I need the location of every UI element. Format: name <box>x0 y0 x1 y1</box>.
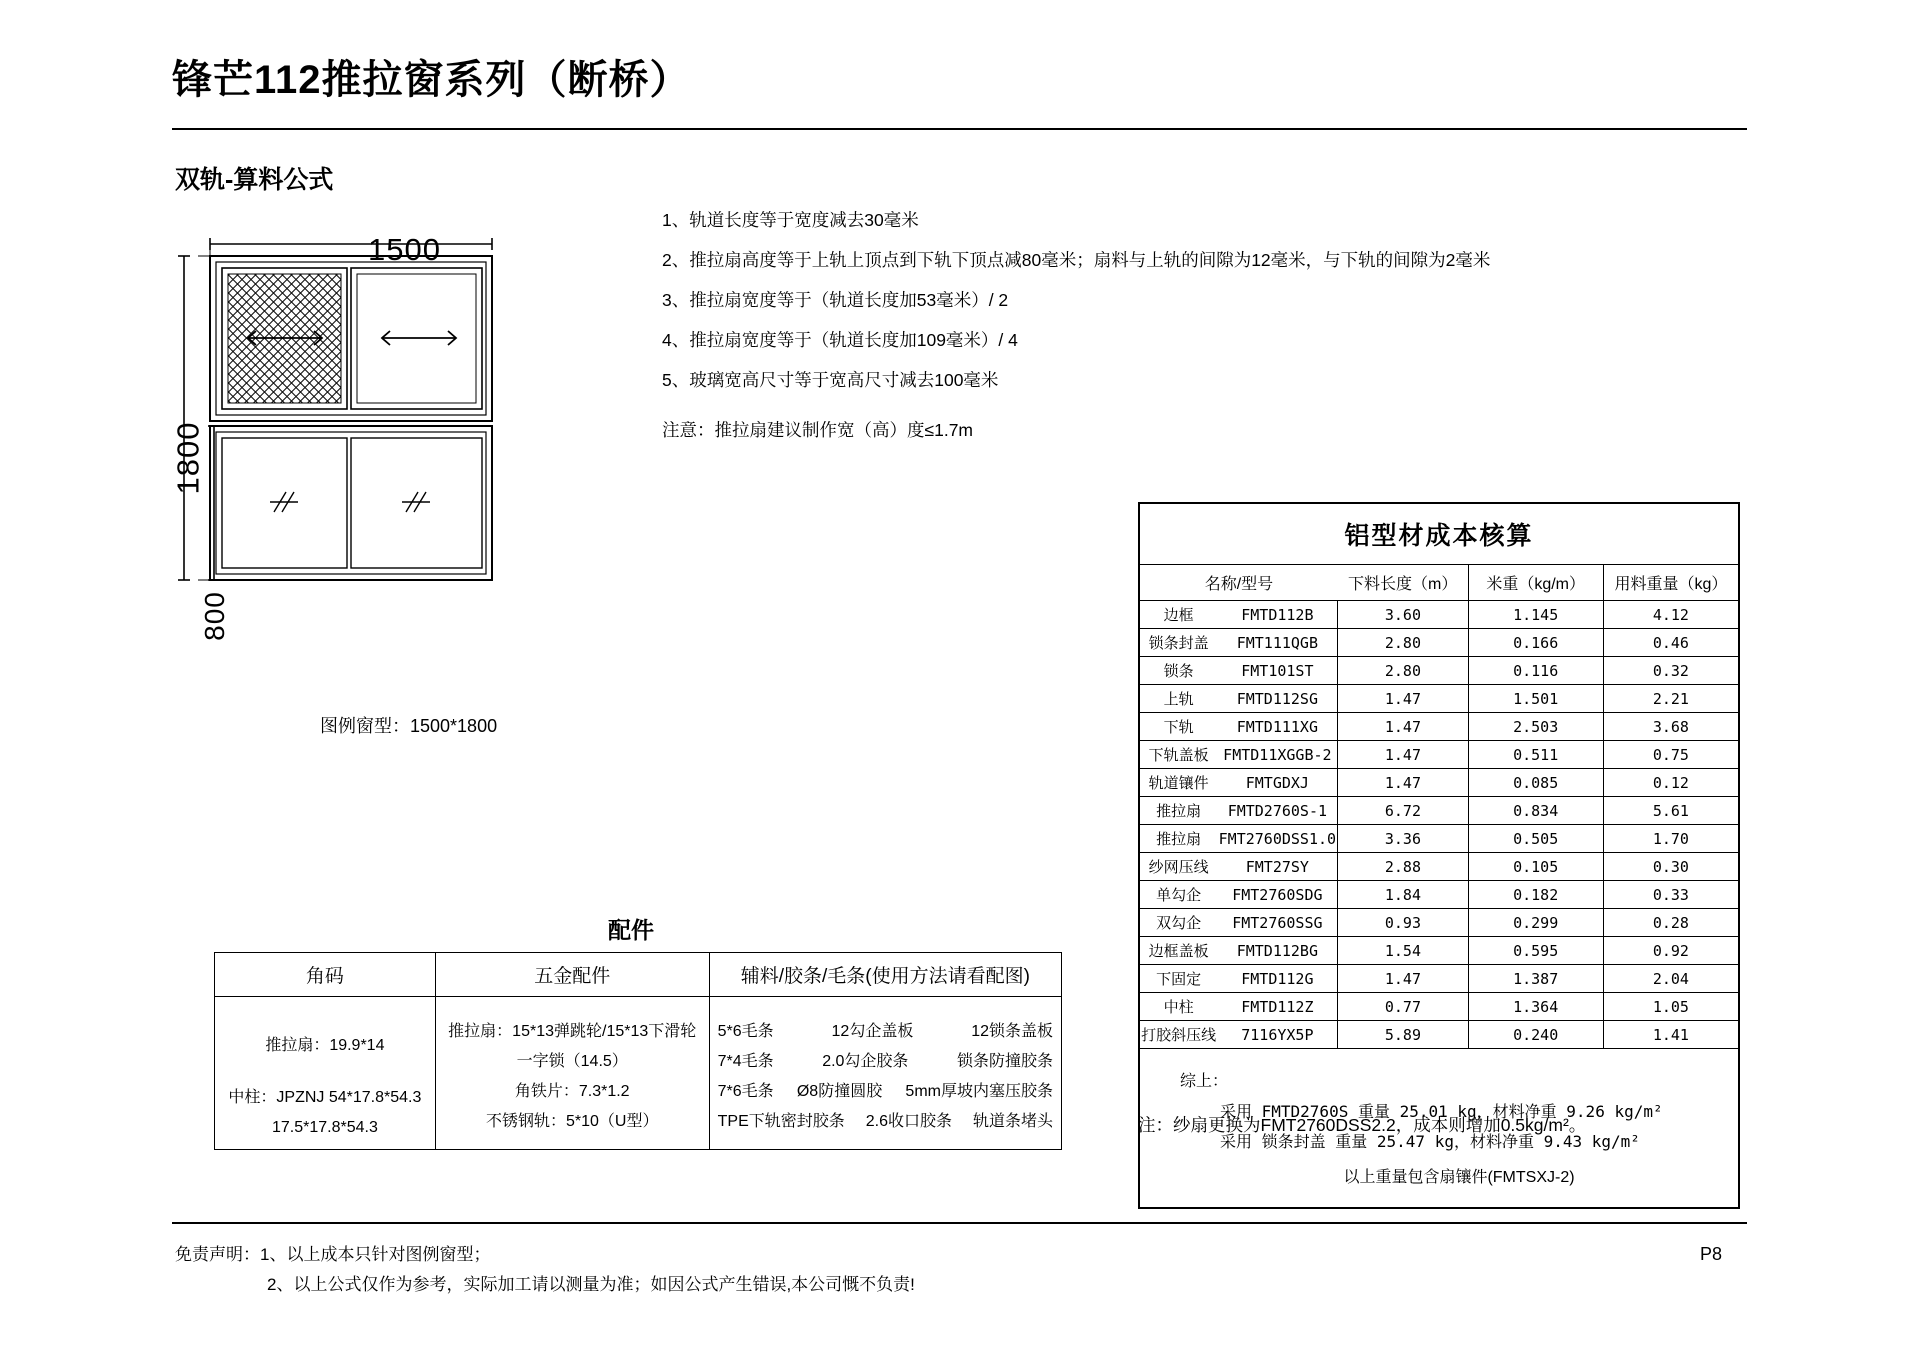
cost-cell-permeter: 1.387 <box>1468 965 1603 993</box>
disclaimer-line: 免责声明：1、以上成本只针对图例窗型； <box>175 1245 491 1264</box>
cost-cell-total: 5.61 <box>1603 797 1738 825</box>
materials-item: 5mm厚坡内塞压胶条 <box>905 1083 1053 1100</box>
cost-cell-total: 2.04 <box>1603 965 1738 993</box>
cost-cell-name: 纱网压线 <box>1140 853 1217 881</box>
cost-cell-permeter: 0.182 <box>1468 881 1603 909</box>
table-row <box>1140 1021 1738 1049</box>
cost-cell-length: 3.36 <box>1338 825 1468 853</box>
hardware-item: 角铁片：7.3*1.2 <box>514 1083 630 1100</box>
cost-table-panel <box>1138 502 1740 1209</box>
materials-item: Ø8防撞圆胶 <box>796 1083 883 1100</box>
corner-code-cell <box>215 997 436 1150</box>
cost-cell-length: 2.80 <box>1338 629 1468 657</box>
cost-cell-length: 0.77 <box>1338 993 1468 1021</box>
cost-cell-permeter: 0.240 <box>1468 1021 1603 1049</box>
hardware-item: 推拉扇：15*13弹跳轮/15*13下滑轮 <box>448 1023 697 1040</box>
cost-cell-model: FMT27SY <box>1217 853 1337 881</box>
cost-cell-permeter: 0.595 <box>1468 937 1603 965</box>
cost-cell-name: 边框 <box>1140 601 1217 629</box>
cost-cell-length: 3.60 <box>1338 601 1468 629</box>
cost-cell-total: 1.70 <box>1603 825 1738 853</box>
cost-table <box>1140 564 1738 1049</box>
formula-item: 1、轨道长度等于宽度减去30毫米 <box>662 210 919 230</box>
table-row <box>1140 741 1738 769</box>
table-row <box>1140 993 1738 1021</box>
cost-cell-length: 1.84 <box>1338 881 1468 909</box>
cost-cell-total: 1.41 <box>1603 1021 1738 1049</box>
cost-cell-total: 0.46 <box>1603 629 1738 657</box>
cost-header-length: 下料长度（m） <box>1338 565 1468 601</box>
cost-cell-model: FMT2760SSG <box>1217 909 1337 937</box>
table-header-row <box>215 953 1062 997</box>
materials-item: 锁条防撞胶条 <box>956 1053 1053 1070</box>
table-row <box>1140 909 1738 937</box>
materials-item: TPE下轨密封胶条 <box>717 1113 845 1130</box>
cost-cell-length: 6.72 <box>1338 797 1468 825</box>
table-row <box>1140 601 1738 629</box>
cost-cell-name: 双勾企 <box>1140 909 1217 937</box>
cost-cell-name: 锁条封盖 <box>1140 629 1217 657</box>
materials-item: 5*6毛条 <box>717 1023 774 1040</box>
materials-item: 12锁条盖板 <box>971 1023 1053 1040</box>
cost-table-note: 注：纱扇更换为FMT2760DSS2.2，成本则增加0.5kg/m²。 <box>1138 1115 1587 1135</box>
page-title: 锋芒112推拉窗系列（断桥） <box>172 58 691 102</box>
cost-cell-name: 单勾企 <box>1140 881 1217 909</box>
cost-cell-permeter: 0.166 <box>1468 629 1603 657</box>
drawing-caption: 图例窗型：1500*1800 <box>320 716 498 736</box>
table-row <box>1140 769 1738 797</box>
cost-cell-model: FMTD2760S-1 <box>1217 797 1337 825</box>
cost-cell-model: FMT2760SDG <box>1217 881 1337 909</box>
dimension-height-label: 1800 <box>170 421 206 495</box>
cost-cell-total: 1.05 <box>1603 993 1738 1021</box>
cost-cell-total: 0.30 <box>1603 853 1738 881</box>
formula-list <box>662 200 1712 450</box>
table-row <box>1140 629 1738 657</box>
accessories-title: 配件 <box>608 917 654 943</box>
cost-cell-length: 5.89 <box>1338 1021 1468 1049</box>
cost-header-weight-per-m: 米重（kg/m） <box>1468 565 1603 601</box>
cost-cell-length: 1.47 <box>1338 713 1468 741</box>
cost-cell-name: 下轨 <box>1140 713 1217 741</box>
table-row <box>215 997 1062 1150</box>
cost-cell-model: FMTD111XG <box>1217 713 1337 741</box>
table-row <box>1140 937 1738 965</box>
cost-header-name: 名称/型号 <box>1140 565 1338 601</box>
materials-item: 7*6毛条 <box>717 1083 774 1100</box>
accessories-header-hardware: 五金配件 <box>435 953 709 997</box>
accessories-table <box>214 952 1062 1150</box>
cost-cell-model: FMTGDXJ <box>1217 769 1337 797</box>
cost-cell-permeter: 0.505 <box>1468 825 1603 853</box>
cost-cell-permeter: 1.145 <box>1468 601 1603 629</box>
cost-cell-model: FMTD112B <box>1217 601 1337 629</box>
page-number: P8 <box>1700 1244 1723 1264</box>
footer-divider <box>172 1222 1747 1224</box>
cost-cell-length: 1.47 <box>1338 741 1468 769</box>
corner-code-item: 中柱：JPZNJ 54*17.8*54.3 <box>228 1089 422 1106</box>
accessories-header-corner: 角码 <box>215 953 436 997</box>
corner-code-item: 推拉扇：19.9*14 <box>265 1037 385 1054</box>
disclaimer <box>175 1240 915 1300</box>
cost-cell-length: 2.88 <box>1338 853 1468 881</box>
cost-cell-model: FMTD11XGGB-2 <box>1217 741 1337 769</box>
table-row <box>1140 657 1738 685</box>
cost-cell-length: 1.47 <box>1338 965 1468 993</box>
materials-row <box>718 1107 1053 1137</box>
formula-note: 注意：推拉扇建议制作宽（高）度≤1.7m <box>662 420 974 440</box>
table-row <box>1140 965 1738 993</box>
cost-cell-total: 0.33 <box>1603 881 1738 909</box>
summary-label: 综上： <box>1180 1073 1229 1090</box>
cost-cell-total: 3.68 <box>1603 713 1738 741</box>
cost-cell-permeter: 1.501 <box>1468 685 1603 713</box>
cost-cell-model: FMTD112G <box>1217 965 1337 993</box>
table-row <box>1140 825 1738 853</box>
table-header-row <box>1140 565 1738 601</box>
cost-cell-permeter: 0.085 <box>1468 769 1603 797</box>
cost-cell-model: 7116YX5P <box>1217 1021 1337 1049</box>
cost-cell-length: 0.93 <box>1338 909 1468 937</box>
formula-item: 5、玻璃宽高尺寸等于宽高尺寸减去100毫米 <box>662 370 999 390</box>
materials-row <box>718 1077 1053 1107</box>
materials-cell <box>709 997 1061 1150</box>
cost-cell-model: FMTD112Z <box>1217 993 1337 1021</box>
materials-item: 7*4毛条 <box>717 1053 774 1070</box>
cost-cell-total: 0.75 <box>1603 741 1738 769</box>
materials-item: 2.0勾企胶条 <box>822 1053 909 1070</box>
cost-cell-model: FMTD112BG <box>1217 937 1337 965</box>
cost-cell-permeter: 0.105 <box>1468 853 1603 881</box>
hardware-item: 一字锁（14.5） <box>516 1053 628 1070</box>
cost-cell-name: 上轨 <box>1140 685 1217 713</box>
cost-cell-permeter: 2.503 <box>1468 713 1603 741</box>
cost-cell-name: 轨道镶件 <box>1140 769 1217 797</box>
cost-cell-length: 2.80 <box>1338 657 1468 685</box>
table-row <box>1140 713 1738 741</box>
dimension-width-label: 1500 <box>368 232 441 267</box>
summary-line: 以上重量包含扇镶件(FMTSXJ-2) <box>1343 1169 1575 1186</box>
cost-cell-total: 0.32 <box>1603 657 1738 685</box>
cost-cell-name: 下固定 <box>1140 965 1217 993</box>
cost-cell-model: FMT111QGB <box>1217 629 1337 657</box>
summary-line: 采用 FMTD2760S 重量 25.01 kg，材料净重 9.26 kg/m² <box>1220 1102 1663 1121</box>
cost-header-total-weight: 用料重量（kg） <box>1603 565 1738 601</box>
cost-cell-name: 下轨盖板 <box>1140 741 1217 769</box>
cost-cell-model: FMTD112SG <box>1217 685 1337 713</box>
materials-item: 2.6收口胶条 <box>865 1113 952 1130</box>
cost-cell-name: 锁条 <box>1140 657 1217 685</box>
window-drawing <box>170 230 600 710</box>
formula-item: 4、推拉扇宽度等于（轨道长度加109毫米）/ 4 <box>662 330 1018 350</box>
cost-cell-name: 边框盖板 <box>1140 937 1217 965</box>
materials-item: 12勾企盖板 <box>831 1023 914 1040</box>
cost-cell-model: FMT101ST <box>1217 657 1337 685</box>
summary-line: 采用 锁条封盖 重量 25.47 kg，材料净重 9.43 kg/m² <box>1220 1132 1640 1151</box>
table-row <box>1140 797 1738 825</box>
materials-row <box>718 1047 1053 1077</box>
cost-cell-name: 推拉扇 <box>1140 825 1217 853</box>
cost-cell-length: 1.54 <box>1338 937 1468 965</box>
cost-cell-permeter: 0.116 <box>1468 657 1603 685</box>
hardware-cell <box>435 997 709 1150</box>
disclaimer-line: 2、以上公式仅作为参考，实际加工请以测量为准；如因公式产生错误,本公司慨不负责! <box>267 1275 915 1294</box>
cost-cell-total: 4.12 <box>1603 601 1738 629</box>
cost-cell-permeter: 0.511 <box>1468 741 1603 769</box>
materials-row <box>718 1017 1053 1047</box>
cost-cell-name: 中柱 <box>1140 993 1217 1021</box>
accessories-header-materials: 辅料/胶条/毛条(使用方法请看配图) <box>709 953 1061 997</box>
cost-cell-name: 打胶斜压线 <box>1140 1021 1217 1049</box>
cost-cell-permeter: 0.834 <box>1468 797 1603 825</box>
table-row <box>1140 853 1738 881</box>
cost-cell-total: 0.92 <box>1603 937 1738 965</box>
materials-item: 轨道条堵头 <box>972 1113 1053 1130</box>
section-subtitle: 双轨-算料公式 <box>175 166 334 194</box>
header-divider <box>172 128 1747 130</box>
table-row <box>1140 685 1738 713</box>
hardware-item: 不锈钢轨：5*10（U型） <box>485 1113 659 1130</box>
cost-cell-total: 0.28 <box>1603 909 1738 937</box>
cost-cell-length: 1.47 <box>1338 769 1468 797</box>
cost-table-title: 铝型材成本核算 <box>1344 522 1534 550</box>
cost-cell-permeter: 0.299 <box>1468 909 1603 937</box>
cost-cell-permeter: 1.364 <box>1468 993 1603 1021</box>
cost-cell-length: 1.47 <box>1338 685 1468 713</box>
table-row <box>1140 881 1738 909</box>
cost-cell-name: 推拉扇 <box>1140 797 1217 825</box>
formula-item: 2、推拉扇高度等于上轨上顶点到下轨下顶点减80毫米；扇料与上轨的间隙为12毫米，与下轨的间隙为2毫米 <box>662 250 1491 270</box>
corner-code-item: 17.5*17.8*54.3 <box>271 1119 378 1136</box>
cost-cell-total: 2.21 <box>1603 685 1738 713</box>
formula-item: 3、推拉扇宽度等于（轨道长度加53毫米）/ 2 <box>662 290 1009 310</box>
cost-cell-model: FMT2760DSS1.0 <box>1217 825 1337 853</box>
cost-cell-total: 0.12 <box>1603 769 1738 797</box>
dimension-lower-height-label: 800 <box>198 591 230 641</box>
